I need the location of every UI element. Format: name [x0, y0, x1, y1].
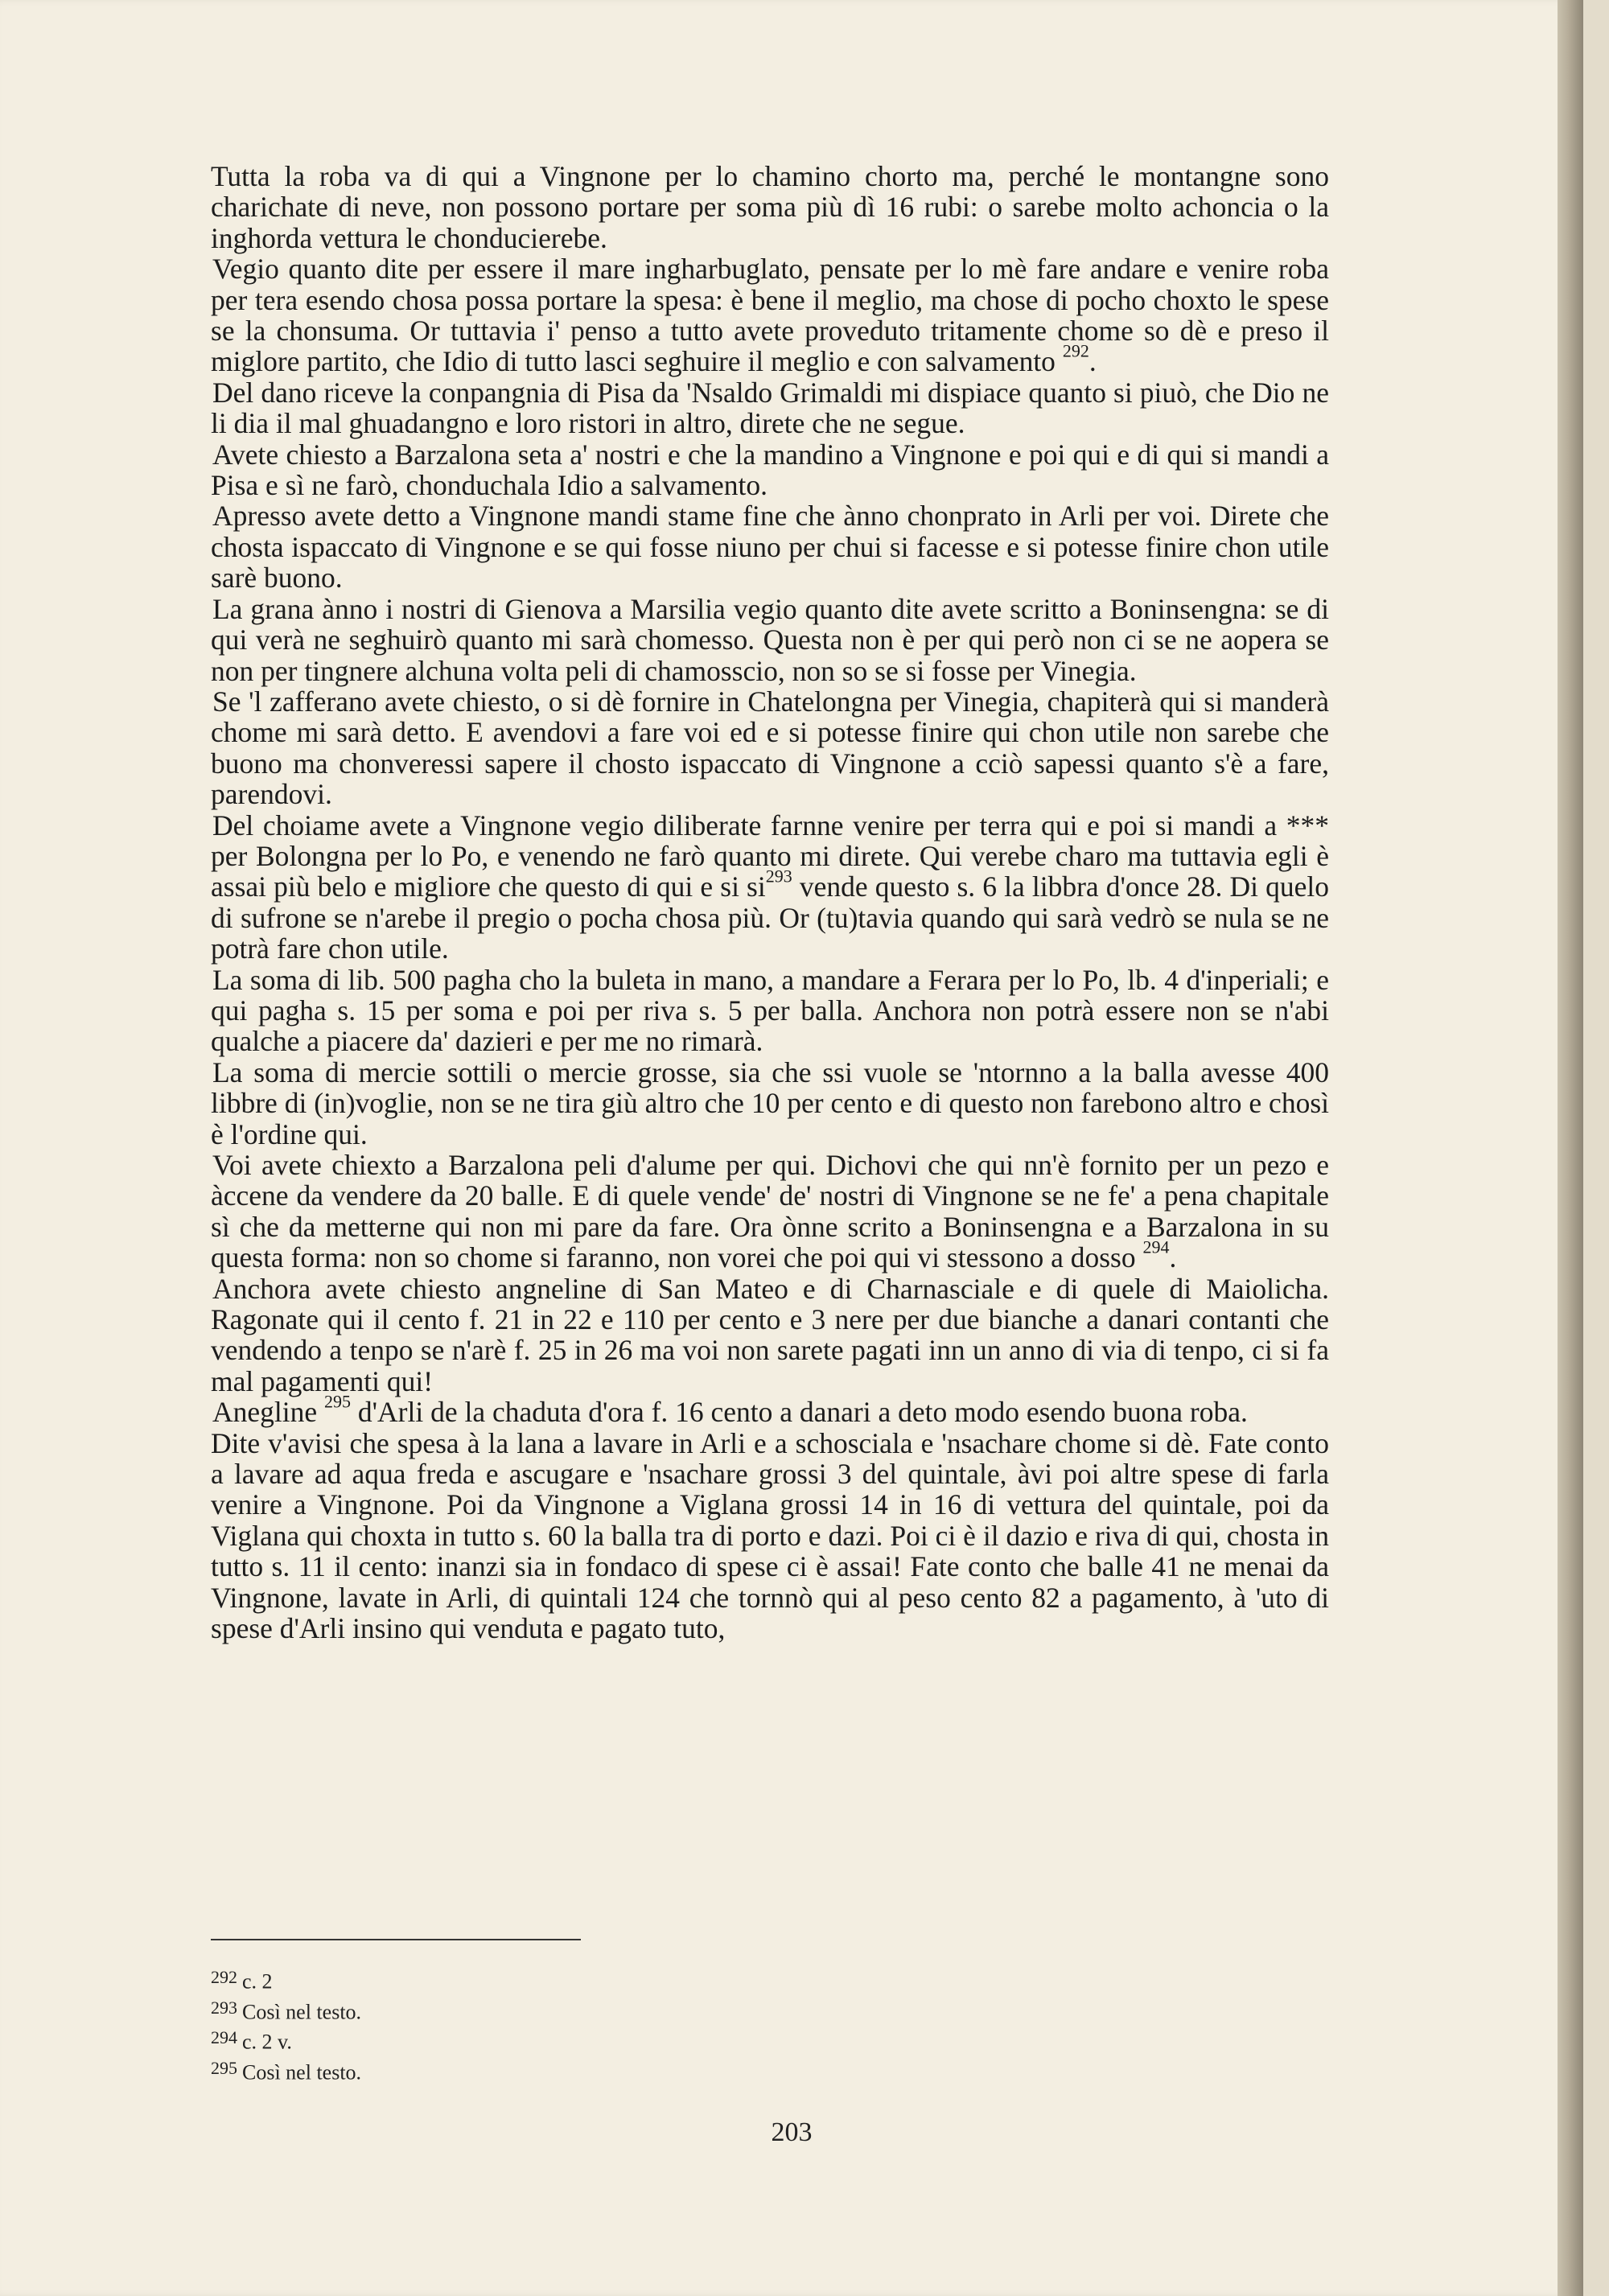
text-run: Vegio quanto dite per essere il mare ingharbuglato, pensate per lo mè fare andare e venire roba per tera esendo chosa possa portare la spesa: è bene il meglio, ma chose di pocho choxto le spese se la chonsuma. Or tuttavia i' penso a tutto avete proveduto tritamente chome so dè e preso il miglore partito, che Idio di tutto lasci seghuire il meglio e con salvamento: [211, 253, 1329, 378]
text-run: Avete chiesto a Barzalona seta a' nostri e che la mandino a Vingnone e poi qui e di qui si mandi a Pisa e sì ne farò, chonduchala Idio a salvamento.: [211, 438, 1329, 502]
body-text: [211, 161, 1329, 1644]
footnote-ref: 292: [1062, 340, 1089, 361]
paragraph: [211, 1391, 1329, 1429]
text-run: La grana ànno i nostri di Gienova a Marsilia vegio quanto dite avete scritto a Boninsengna: se di qui verà ne seghuirò quanto mi sarà chomesso. Questa non è per qui però non ci se ne aopera se non per tingnere alchuna volta peli di chamosscio, non so se si fosse per Vinegia.: [211, 592, 1329, 687]
paragraph: [211, 439, 1329, 501]
page-number: 203: [771, 2117, 813, 2147]
text-run: Se 'l zafferano avete chiesto, o si dè fornire in Chatelongna per Vinegia, chapiterà qui si manderà chome mi sarà detto. E avendovi a fare voi ed e si potesse finire qui chon utile non sarebe che buono ma chonveressi sapere il chosto ispaccato di Vingnone a cciò sapessi quanto s'è a fare, parendovi.: [211, 685, 1329, 811]
footnote-ref: 295: [324, 1391, 352, 1412]
text-run: La soma di lib. 500 pagha cho la buleta in mano, a mandare a Ferara per lo Po, lb. 4 d'inperiali; e qui pagha s. 15 per soma e poi per riva s. 5 per balla. Anchora non potrà essere non se n'abi qualche a piacere da' dazieri e per me no rimarà.: [211, 963, 1329, 1058]
text-run: Anegline: [212, 1396, 325, 1429]
text-run: Voi avete chiexto a Barzalona peli d'alume per qui. Dichovi che qui nn'è fornito per un pezo e àccene da vendere da 20 balle. E di quele vende' de' nostri di Vingnone se ne fe' a pena chapitale sì che da metterne qui non mi pare da fare. Ora ònne scrito a Boninsengna e a Barzalona in su questa forma: non so chome si faranno, non vorei che poi qui vi stessono a dosso: [211, 1149, 1329, 1274]
footnote: [211, 1995, 361, 2026]
footnote-number: 293: [211, 1997, 237, 2018]
text-run: Anchora avete chiesto angneline di San Mateo e di Charnasciale e di quele di Maiolicha. Ragonate qui il cento f. 21 in 22 e 110 per cento e 3 nere per due bianche a danari contanti che vendendo a tenpo se n'arè f. 25 in 26 ma voi non sarete pagati inn un anno di via di tenpo, ci si fa mal pagamenti qui!: [211, 1272, 1329, 1397]
text-run: .: [1088, 345, 1097, 378]
footnote-ref: 293: [765, 866, 792, 887]
text-run: Del dano riceve la conpangnia di Pisa da 'Nsaldo Grimaldi mi dispiace quanto si piuò, che Dio ne li dia il mal ghuadangno e loro ristori in altro, direte che ne segue.: [211, 376, 1329, 440]
footnote-text: c. 2: [242, 1969, 273, 1994]
paragraph: [211, 686, 1329, 810]
text-run: Dite v'avisi che spesa à la lana a lavare in Arli e a schosciala e 'nsachare chome si dè. Fate conto a lavare ad aqua freda e ascugare e 'nsachare grossi 3 del quintale, àvi poi altre spese di farla venire a Vingnone. Poi da Vingnone a Viglana grossi 14 in 16 di vettura del quintale, poi da Viglana qui choxta in tutto s. 60 la balla tra di porto e dazi. Poi ci è il dazio e riva di qui, chosta in tutto s. 11 il cento: inanzi sia in fondaco di spese ci è assai! Fate conto che balle 41 ne menai da Vingnone, lavate in Arli, di quintali 124 che tornnò qui al peso cento 82 a pagamento, à 'uto di spese d'Arli insino qui venduta e pagato tuto,: [211, 1426, 1329, 1645]
paragraph: [211, 1057, 1329, 1150]
paragraph: [211, 253, 1329, 377]
page-edge: [1558, 0, 1583, 2296]
text-run: d'Arli de la chaduta d'ora f. 16 cento a danari a deto modo esendo buona roba.: [351, 1396, 1248, 1429]
footnote-number: 294: [211, 2027, 237, 2048]
paragraph: [211, 500, 1329, 593]
footnote-rule: [211, 1939, 581, 1940]
paragraph: [211, 594, 1329, 686]
footnote: [211, 2025, 361, 2055]
text-run: Del choiame avete a Vingnone vegio diliberate farnne venire per terra qui e poi si mandi a *** per Bolongna per lo Po, e venendo ne farò quanto mi direte. Qui verebe charo ma tuttavia egli è assai più belo e migliore che questo di qui e si si: [211, 809, 1329, 903]
footnote-text: Così nel testo.: [242, 2060, 362, 2084]
text-run: vende questo s. 6 la libbra d'once 28. Di quelo di sufrone se n'arebe il pregio o pocha chosa più. Or (tu)tavia quando qui sarà vedrò se nula se ne potrà fare chon utile.: [211, 870, 1329, 965]
paragraph: [211, 1273, 1329, 1397]
paragraph: [211, 161, 1329, 253]
text-run: .: [1169, 1241, 1177, 1274]
paragraph: [211, 1428, 1329, 1644]
footnotes: [211, 1965, 361, 2085]
text-run: Apresso avete detto a Vingnone mandi stame fine che ànno chonprato in Arli per voi. Direte che chosta ispaccato di Vingnone e se qui fosse niuno per chui si facesse e si potesse finire chon utile sarè buono.: [211, 500, 1329, 595]
text-run: La soma di mercie sottili o mercie grosse, sia che ssi vuole se 'ntornno a la balla avesse 400 libbre di (in)voglie, non se ne tira giù altro che 10 per cento e di questo non farebono altro e chosì è l'ordine qui.: [211, 1055, 1329, 1150]
footnote-number: 292: [211, 1967, 237, 1987]
paragraph: [211, 377, 1329, 439]
footnote: [211, 1965, 361, 1995]
footnote-text: Così nel testo.: [242, 2000, 362, 2024]
footnote-text: c. 2 v.: [242, 2030, 292, 2054]
footnote-number: 295: [211, 2057, 237, 2078]
paragraph: [211, 810, 1329, 965]
footnote-ref: 294: [1142, 1236, 1170, 1257]
footnote: [211, 2055, 361, 2086]
paragraph: [211, 965, 1329, 1057]
paragraph: [211, 1150, 1329, 1273]
text-run: Tutta la roba va di qui a Vingnone per lo chamino chorto ma, perché le montangne sono charichate di neve, non possono portare per soma più dì 16 rubi: o sarebe molto achoncia o la inghorda vettura le chonducierebe.: [211, 160, 1329, 254]
